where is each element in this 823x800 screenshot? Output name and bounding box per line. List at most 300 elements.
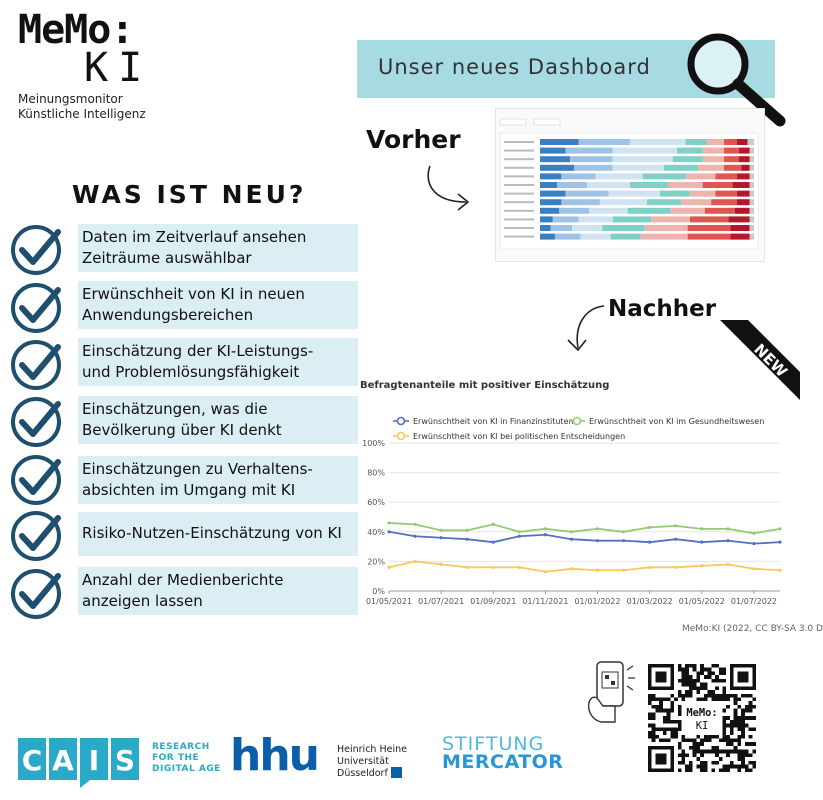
qr-module <box>737 705 741 709</box>
qr-module <box>704 698 708 702</box>
old-bar-segment <box>540 165 574 171</box>
old-bar-segment <box>750 173 754 179</box>
qr-module <box>726 768 730 772</box>
old-bar-segment <box>686 173 716 179</box>
series-point <box>387 521 390 524</box>
old-bar-segment <box>750 191 754 197</box>
old-bar-segment <box>561 173 595 179</box>
qr-module <box>719 757 723 761</box>
qr-module <box>682 750 686 754</box>
qr-module <box>719 679 723 683</box>
qr-module <box>708 671 712 675</box>
qr-module <box>741 757 745 761</box>
qr-module <box>741 753 745 757</box>
legend-label: Erwünschtheit von KI bei politischen Entscheidungen <box>413 432 626 441</box>
x-tick-label: 01/05/2022 <box>678 597 725 606</box>
qr-module <box>678 712 682 716</box>
old-bar-segment <box>737 139 748 145</box>
series-point <box>752 542 755 545</box>
line-chart <box>355 405 800 610</box>
old-bar-segment <box>707 139 724 145</box>
qr-module <box>749 761 753 765</box>
qr-module <box>678 694 682 698</box>
old-bar-segment <box>602 225 645 231</box>
qr-module <box>752 698 756 702</box>
qr-module <box>678 727 682 731</box>
qr-module <box>752 705 756 709</box>
qr-module <box>685 694 689 698</box>
cais-tagline-line: DIGITAL AGE <box>152 764 221 774</box>
old-bar-label <box>504 201 534 203</box>
qr-module <box>700 761 704 765</box>
old-bar-segment <box>540 225 551 231</box>
series-point <box>648 541 651 544</box>
qr-module <box>682 757 686 761</box>
cais-letter: A <box>52 744 74 777</box>
qr-module <box>689 768 693 772</box>
qr-module <box>696 735 700 739</box>
qr-module <box>722 768 726 772</box>
qr-module <box>689 738 693 742</box>
qr-module <box>700 750 704 754</box>
qr-module <box>674 698 678 702</box>
qr-module <box>682 761 686 765</box>
series-point <box>700 564 703 567</box>
qr-module <box>670 701 674 705</box>
y-tick-label: 80% <box>367 468 385 478</box>
qr-module <box>685 768 689 772</box>
series-point <box>466 538 469 541</box>
qr-module <box>722 694 726 698</box>
y-tick-label: 60% <box>367 498 385 508</box>
qr-module <box>648 735 652 739</box>
qr-module <box>726 716 730 720</box>
old-bar-segment <box>739 156 750 162</box>
old-bar-segment <box>540 139 579 145</box>
qr-module <box>704 761 708 765</box>
qr-module <box>711 768 715 772</box>
qr-module <box>722 731 726 735</box>
old-bar-segment <box>645 225 688 231</box>
qr-module <box>715 694 719 698</box>
qr-module <box>667 727 671 731</box>
qr-module <box>737 720 741 724</box>
series-point <box>596 569 599 572</box>
feature-item <box>78 338 358 386</box>
qr-module <box>749 705 753 709</box>
feature-item <box>78 512 358 556</box>
brand-ki: KI <box>84 45 153 91</box>
old-bar-segment <box>698 165 724 171</box>
qr-module <box>726 735 730 739</box>
old-bar-segment <box>611 234 641 240</box>
old-bar-segment <box>664 165 698 171</box>
old-bar-segment <box>540 191 566 197</box>
qr-module <box>682 738 686 742</box>
qr-module <box>674 731 678 735</box>
old-bar-segment <box>561 199 600 205</box>
qr-module <box>696 679 700 683</box>
old-bar-label <box>504 236 534 238</box>
qr-module <box>749 727 753 731</box>
qr-module <box>730 731 734 735</box>
qr-module <box>737 768 741 772</box>
qr-module <box>700 742 704 746</box>
series-point <box>752 532 755 535</box>
qr-module <box>659 705 663 709</box>
qr-module <box>663 731 667 735</box>
qr-module <box>745 753 749 757</box>
series-point <box>674 566 677 569</box>
chart-credit: MeMo:KI (2022, CC BY-SA 3.0 D <box>682 624 823 634</box>
old-bar-segment <box>750 225 754 231</box>
checkmark-icon <box>8 337 64 393</box>
old-bar-segment <box>540 148 566 154</box>
old-bar-segment <box>587 182 630 188</box>
old-bar-segment <box>688 225 731 231</box>
series-point <box>674 524 677 527</box>
old-bar-segment <box>750 165 754 171</box>
legend-label: Erwünschtheit von KI in Finanzinstituten <box>413 417 574 426</box>
old-bar-segment <box>715 173 736 179</box>
qr-module <box>704 694 708 698</box>
qr-module <box>722 671 726 675</box>
series-point <box>440 563 443 566</box>
old-bar-segment <box>733 182 750 188</box>
qr-module <box>737 738 741 742</box>
series-point <box>726 539 729 542</box>
old-bar-segment <box>651 216 690 222</box>
new-badge-text: NEW <box>750 340 791 381</box>
qr-module <box>734 720 738 724</box>
qr-module <box>741 761 745 765</box>
qr-module <box>667 709 671 713</box>
series-point <box>596 527 599 530</box>
legend-marker <box>398 418 405 425</box>
qr-module <box>700 668 704 672</box>
qr-module <box>749 701 753 705</box>
feature-line: Einschätzung der KI-Leistungs- <box>82 342 314 360</box>
qr-module <box>734 701 738 705</box>
qr-module <box>678 720 682 724</box>
old-bar-segment <box>750 208 754 214</box>
qr-module <box>696 686 700 690</box>
old-bar-segment <box>579 216 613 222</box>
old-bar-segment <box>750 199 754 205</box>
hhu-logo: hhu <box>230 730 318 781</box>
old-bar-label <box>504 218 534 220</box>
qr-module <box>737 750 741 754</box>
qr-module <box>704 765 708 769</box>
series-point <box>387 530 390 533</box>
qr-module <box>652 712 656 716</box>
qr-module <box>715 675 719 679</box>
cais-tagline-line: FOR THE <box>152 753 200 763</box>
qr-module <box>652 731 656 735</box>
old-bar-segment <box>579 139 630 145</box>
qr-module <box>678 742 682 746</box>
qr-module <box>737 753 741 757</box>
qr-module <box>659 701 663 705</box>
qr-module <box>715 664 719 668</box>
old-bar-segment <box>589 208 628 214</box>
old-bar-segment <box>724 139 737 145</box>
qr-module <box>708 735 712 739</box>
qr-module <box>726 742 730 746</box>
qr-module <box>652 724 656 728</box>
old-bar-segment <box>730 225 749 231</box>
qr-module <box>745 716 749 720</box>
qr-module <box>667 720 671 724</box>
qr-module <box>678 768 682 772</box>
qr-module <box>704 750 708 754</box>
qr-module <box>670 694 674 698</box>
old-bar-segment <box>557 182 587 188</box>
old-bar-segment <box>735 208 750 214</box>
series-point <box>700 541 703 544</box>
qr-module <box>678 690 682 694</box>
old-bar-segment <box>608 191 659 197</box>
qr-module <box>711 671 715 675</box>
series-point <box>544 533 547 536</box>
qr-module <box>652 694 656 698</box>
series-point <box>518 530 521 533</box>
old-bar-segment <box>581 234 611 240</box>
old-bar-segment <box>613 156 673 162</box>
qr-module <box>745 705 749 709</box>
y-tick-label: 20% <box>367 557 385 567</box>
qr-module <box>659 738 663 742</box>
qr-module <box>682 671 686 675</box>
qr-module <box>652 735 656 739</box>
qr-module <box>719 738 723 742</box>
qr-module <box>682 698 686 702</box>
qr-module <box>704 683 708 687</box>
old-bar-segment <box>741 165 750 171</box>
qr-module <box>749 742 753 746</box>
series-point <box>570 567 573 570</box>
qr-brand-line1: MeMo: <box>686 707 718 720</box>
qr-module <box>693 742 697 746</box>
qr-module <box>730 724 734 728</box>
series-point <box>778 527 781 530</box>
x-tick-label: 01/03/2022 <box>626 597 673 606</box>
series-point <box>622 569 625 572</box>
old-bar-label <box>504 150 534 152</box>
qr-module <box>678 705 682 709</box>
old-bar-label <box>504 184 534 186</box>
old-bar-segment <box>750 182 754 188</box>
qr-module <box>704 668 708 672</box>
checkmark-icon <box>8 566 64 622</box>
qr-module <box>745 742 749 746</box>
qr-module <box>749 735 753 739</box>
qr-module <box>663 716 667 720</box>
qr-module <box>711 761 715 765</box>
qr-brand-line2: KI <box>695 720 709 733</box>
old-bar-label <box>504 158 534 160</box>
qr-module <box>711 698 715 702</box>
checkmark-icon <box>8 394 64 450</box>
old-bar-segment <box>630 182 669 188</box>
qr-finder-core <box>655 671 666 682</box>
feature-line: Einschätzungen, was die <box>82 400 268 418</box>
qr-module <box>693 753 697 757</box>
qr-module <box>685 664 689 668</box>
qr-module <box>696 750 700 754</box>
qr-module <box>726 698 730 702</box>
legend-label: Erwünschtheit von KI im Gesundheitswesen <box>589 417 765 426</box>
series-point <box>413 560 416 563</box>
qr-module <box>693 664 697 668</box>
qr-module <box>730 765 734 769</box>
old-bar-segment <box>703 182 733 188</box>
qr-module <box>711 750 715 754</box>
series-point <box>752 567 755 570</box>
series-point <box>778 541 781 544</box>
qr-module <box>682 735 686 739</box>
qr-module <box>734 712 738 716</box>
old-bar-segment <box>613 216 652 222</box>
qr-module <box>722 668 726 672</box>
qr-module <box>737 742 741 746</box>
qr-module <box>749 753 753 757</box>
qr-module <box>719 668 723 672</box>
cais-logo <box>18 738 146 788</box>
qr-module <box>715 746 719 750</box>
qr-module <box>730 738 734 742</box>
qr-module <box>726 738 730 742</box>
checkmark-icon <box>8 280 64 336</box>
old-bar-segment <box>673 156 703 162</box>
old-dashboard-preview <box>495 108 765 262</box>
qr-module <box>737 735 741 739</box>
qr-module <box>715 735 719 739</box>
cais-tagline <box>152 742 221 775</box>
qr-module <box>726 750 730 754</box>
series-point <box>622 530 625 533</box>
qr-module <box>730 761 734 765</box>
series-point <box>492 541 495 544</box>
series-line <box>389 561 780 571</box>
qr-module <box>704 738 708 742</box>
old-bar-segment <box>641 234 688 240</box>
qr-module <box>655 698 659 702</box>
old-bar-segment <box>728 216 749 222</box>
qr-module <box>670 709 674 713</box>
old-bar-segment <box>690 191 716 197</box>
qr-module <box>674 727 678 731</box>
qr-module <box>652 727 656 731</box>
qr-module <box>696 671 700 675</box>
qr-module <box>659 727 663 731</box>
feature-item <box>78 396 358 444</box>
series-point <box>596 539 599 542</box>
qr-module <box>722 709 726 713</box>
qr-module <box>682 753 686 757</box>
qr-module <box>696 675 700 679</box>
qr-module <box>741 720 745 724</box>
old-dashboard-chart <box>496 109 764 261</box>
qr-module <box>655 727 659 731</box>
qr-module <box>655 705 659 709</box>
series-point <box>518 535 521 538</box>
old-bar-segment <box>690 216 729 222</box>
qr-module <box>678 761 682 765</box>
qr-module <box>752 716 756 720</box>
whats-new-heading: WAS IST NEU? <box>72 180 307 209</box>
qr-finder-core <box>655 753 666 764</box>
qr-module <box>689 746 693 750</box>
qr-module <box>730 720 734 724</box>
qr-module <box>696 742 700 746</box>
qr-module <box>741 731 745 735</box>
old-bar-segment <box>750 156 754 162</box>
qr-module <box>696 690 700 694</box>
feature-line: Anwendungsbereichen <box>82 306 254 324</box>
qr-module <box>711 679 715 683</box>
qr-module <box>734 750 738 754</box>
qr-module <box>741 724 745 728</box>
old-bar-segment <box>570 156 613 162</box>
series-point <box>570 530 573 533</box>
old-bar-label <box>504 175 534 177</box>
qr-module <box>708 750 712 754</box>
hhu-name-line: Universität <box>337 756 389 767</box>
qr-module <box>678 724 682 728</box>
qr-module <box>659 709 663 713</box>
qr-module <box>741 709 745 713</box>
qr-module <box>693 679 697 683</box>
qr-module <box>737 757 741 761</box>
qr-module <box>722 716 726 720</box>
qr-module <box>749 768 753 772</box>
series-point <box>570 538 573 541</box>
qr-module <box>685 675 689 679</box>
qr-module <box>689 679 693 683</box>
qr-module <box>696 765 700 769</box>
old-bar-segment <box>750 148 754 154</box>
qr-module <box>715 761 719 765</box>
qr-module <box>682 683 686 687</box>
x-tick-label: 01/11/2021 <box>522 597 569 606</box>
qr-module <box>700 683 704 687</box>
old-bar-segment <box>748 139 754 145</box>
brand-subtitle-line1: Meinungsmonitor <box>18 92 123 106</box>
old-bar-segment <box>574 165 613 171</box>
old-bar-label <box>504 193 534 195</box>
qr-module <box>689 694 693 698</box>
old-bar-segment <box>566 148 613 154</box>
qr-module <box>722 690 726 694</box>
series-point <box>622 539 625 542</box>
series-point <box>544 527 547 530</box>
qr-module <box>700 765 704 769</box>
qr-module <box>670 731 674 735</box>
qr-module <box>700 686 704 690</box>
brand-subtitle <box>18 92 146 122</box>
qr-module <box>711 746 715 750</box>
x-tick-label: 01/01/2022 <box>574 597 621 606</box>
brand-subtitle-line2: Künstliche Intelligenz <box>18 107 146 121</box>
y-tick-label: 0% <box>372 587 385 596</box>
qr-module <box>648 701 652 705</box>
qr-module <box>678 746 682 750</box>
feature-line: Erwünschheit von KI in neuen <box>82 285 305 303</box>
qr-module <box>745 724 749 728</box>
cais-letter: I <box>88 744 100 777</box>
qr-module <box>696 746 700 750</box>
